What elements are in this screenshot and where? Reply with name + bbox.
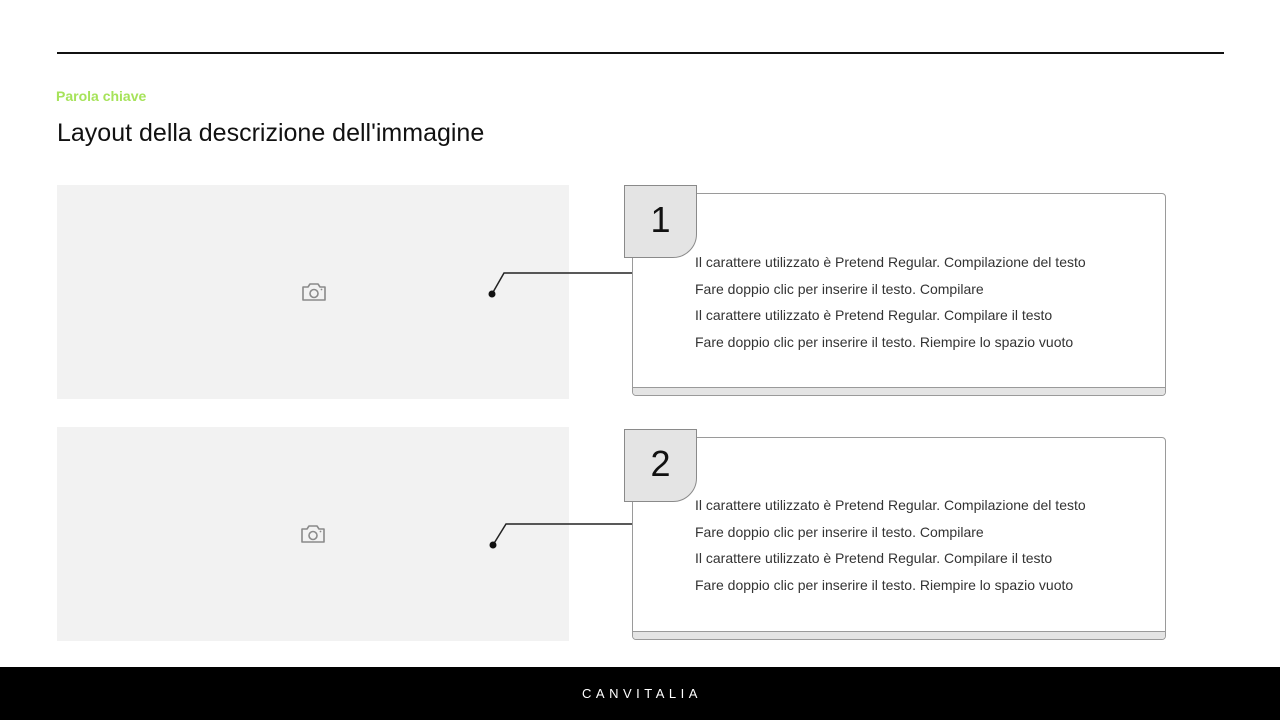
text-line: Il carattere utilizzato è Pretend Regular. Compilare il testo xyxy=(695,550,1053,567)
number-badge-2: 2 xyxy=(624,429,697,502)
text-line: Fare doppio clic per inserire il testo. Riempire lo spazio vuoto xyxy=(695,333,1074,350)
footer-bar xyxy=(0,667,1280,720)
footer-brand: CANVITALIA xyxy=(582,686,702,701)
number-badge-1: 1 xyxy=(624,185,697,258)
top-divider xyxy=(57,52,1224,54)
description-text-1 xyxy=(695,249,1155,355)
description-text-2 xyxy=(695,492,1155,598)
image-placeholder-1[interactable] xyxy=(57,185,569,399)
text-line: Fare doppio clic per inserire il testo. Compilare xyxy=(695,280,984,297)
page-title: Layout della descrizione dell'immagine xyxy=(57,119,485,147)
image-placeholder-2[interactable] xyxy=(57,427,569,641)
card-bottom-bar xyxy=(633,387,1165,395)
camera-icon xyxy=(301,282,327,302)
card-bottom-bar xyxy=(633,631,1165,639)
text-line: Il carattere utilizzato è Pretend Regular. Compilazione del testo xyxy=(695,497,1086,513)
camera-icon xyxy=(300,524,326,544)
text-line: Fare doppio clic per inserire il testo. Compilare xyxy=(695,523,984,540)
keyword-label: Parola chiave xyxy=(56,88,147,104)
text-line: Fare doppio clic per inserire il testo. Riempire lo spazio vuoto xyxy=(695,576,1074,593)
text-line: Il carattere utilizzato è Pretend Regular. Compilazione del testo xyxy=(695,254,1086,270)
text-line: Il carattere utilizzato è Pretend Regular. Compilare il testo xyxy=(695,307,1053,324)
